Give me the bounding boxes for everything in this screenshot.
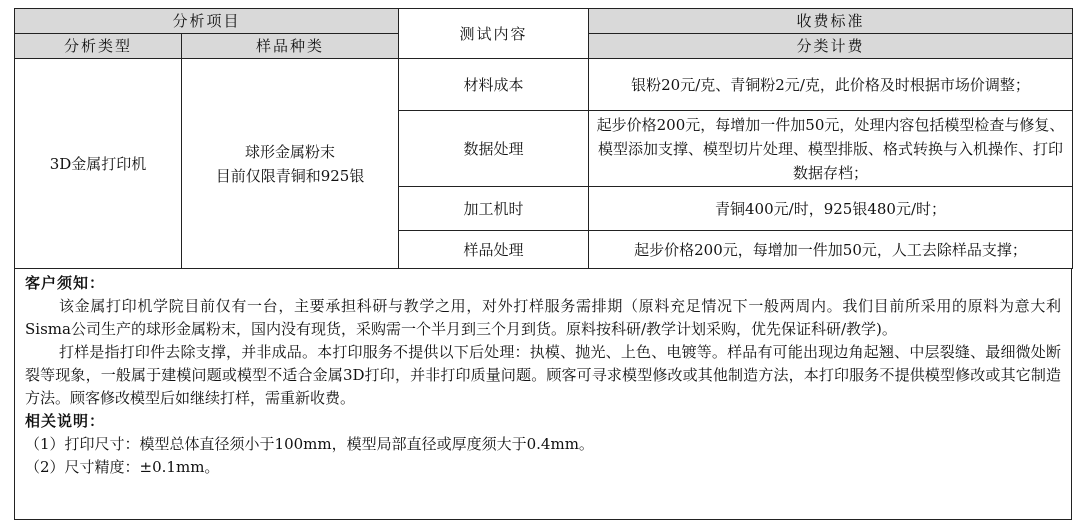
sample-type-line2: 目前仅限青铜和925银 <box>215 166 365 185</box>
fee-cell: 银粉20元/克、青铜粉2元/克，此价格及时根据市场价调整； <box>589 59 1073 111</box>
header-analysis-type: 分析类型 <box>15 34 182 59</box>
test-item-cell: 材料成本 <box>399 59 589 111</box>
analysis-type-cell: 3D金属打印机 <box>15 59 182 269</box>
sample-type-line1: 球形金属粉末 <box>245 142 336 161</box>
header-analysis-project: 分析项目 <box>15 9 399 34</box>
table-row <box>15 59 1073 111</box>
fee-cell: 起步价格200元，每增加一件加50元，人工去除样品支撑； <box>589 231 1073 269</box>
related-note-2: （2）尺寸精度：±0.1mm。 <box>25 458 220 476</box>
header-sample-type: 样品种类 <box>182 34 399 59</box>
customer-notice-paragraph-1: 该金属打印机学院目前仅有一台，主要承担科研与教学之用，对外打样服务需排期（原料充足情况下一般两周内。我们目前所采用的原料为意大利Sisma公司生产的球形金属粉末，国内没有现货，采购需一个半月到三个月到货。原料按科研/教学计划采购，优先保证科研/教学)。 <box>25 297 1061 338</box>
sample-type-cell <box>182 59 399 269</box>
customer-notice-title: 客户须知： <box>25 274 106 292</box>
related-note-1: （1）打印尺寸：模型总体直径须小于100mm，模型局部直径或厚度须大于0.4mm。 <box>25 435 594 453</box>
header-fee-category: 分类计费 <box>589 34 1073 59</box>
header-fee-standard: 收费标准 <box>589 9 1073 34</box>
header-test-content: 测试内容 <box>399 9 589 59</box>
test-item-cell: 加工机时 <box>399 187 589 231</box>
notes-section <box>14 268 1072 520</box>
test-item-cell: 数据处理 <box>399 111 589 187</box>
fee-cell: 起步价格200元，每增加一件加50元，处理内容包括模型检查与修复、模型添加支撑、模型切片处理、模型排版、格式转换与入机操作、打印数据存档； <box>589 111 1073 187</box>
fee-cell: 青铜400元/时，925银480元/时； <box>589 187 1073 231</box>
fee-table <box>14 8 1073 269</box>
related-notes-title: 相关说明： <box>25 412 106 430</box>
test-item-cell: 样品处理 <box>399 231 589 269</box>
customer-notice-paragraph-2: 打样是指打印件去除支撑，并非成品。本打印服务不提供以下后处理：执模、抛光、上色、电镀等。样品有可能出现边角起翘、中层裂缝、最细微处断裂等现象，一般属于建模问题或模型不适合金属3D打印，并非打印质量问题。顾客可寻求模型修改或其他制造方法，本打印服务不提供模型修改或其它制造方法。顾客修改模型后如继续打样，需重新收费。 <box>25 343 1061 407</box>
